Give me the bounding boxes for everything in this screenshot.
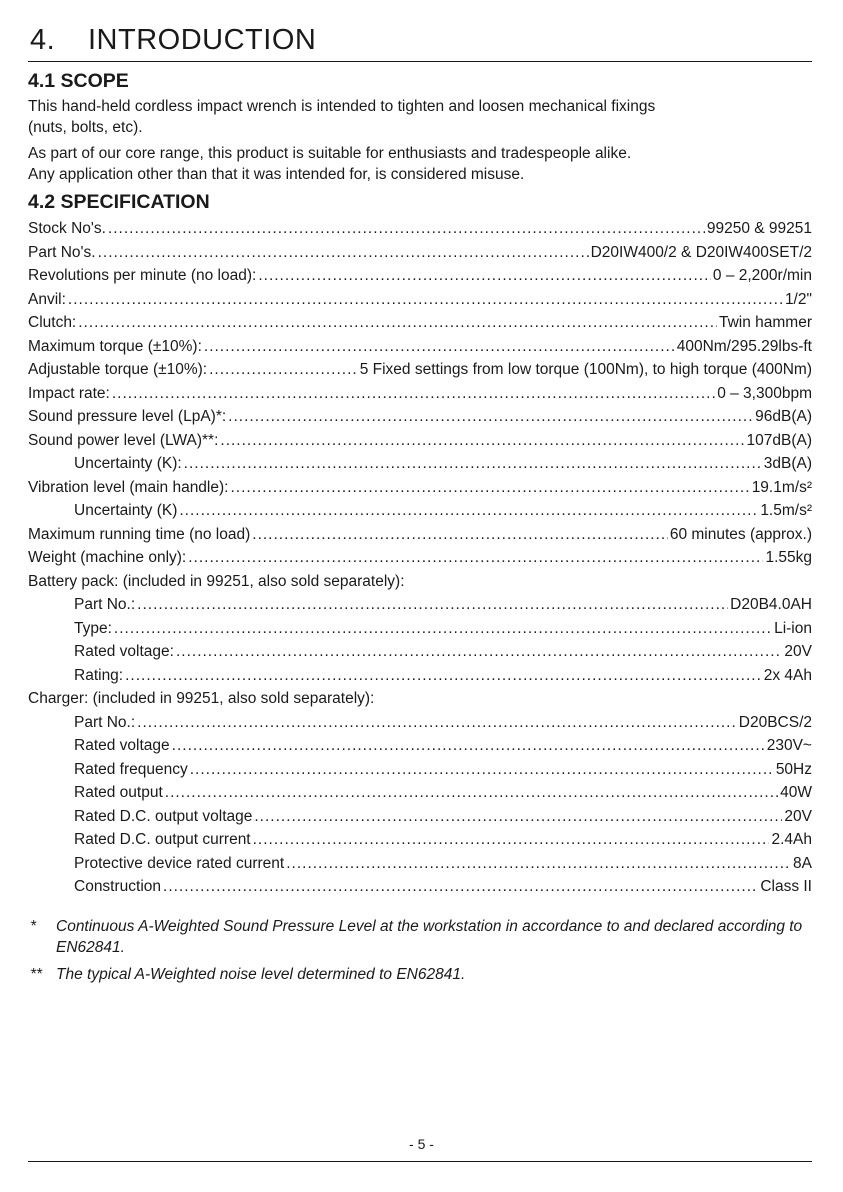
scope-heading: 4.1 SCOPE [28, 70, 129, 92]
leader-dots [114, 617, 772, 641]
page-number: - 5 - [409, 1136, 434, 1152]
spec-label: Battery pack: (included in 99251, also sold separately): [28, 572, 405, 590]
footer-rule [28, 1161, 812, 1162]
leader-dots [204, 335, 675, 359]
spec-row [28, 758, 812, 782]
spec-value: 2.4Ah [771, 831, 812, 848]
spec-row [28, 335, 812, 359]
scope-paragraph-2: As part of our core range, this product is suitable for enthusiasts and tradespeople alike. [28, 145, 632, 162]
specification-list [28, 217, 812, 899]
leader-dots [228, 405, 753, 429]
leader-dots [112, 382, 715, 406]
footnote-marker: * [30, 918, 37, 935]
spec-row [28, 311, 812, 335]
spec-label: Sound pressure level (LpA)*: [28, 408, 227, 425]
spec-row [28, 217, 812, 241]
scope-paragraph-1-line-2: (nuts, bolts, etc). [28, 119, 143, 136]
leader-dots [209, 358, 358, 382]
spec-label: Protective device rated current [74, 854, 285, 872]
spec-label: Charger: (included in 99251, also sold separately): [28, 690, 375, 707]
spec-value: 5 Fixed settings from low torque (100Nm), to high torque (400Nm) [359, 361, 812, 378]
leader-dots [137, 593, 728, 617]
spec-row [28, 452, 812, 476]
spec-value: 1/2" [784, 290, 812, 308]
spec-row [28, 382, 812, 406]
footnote-text: Continuous A-Weighted Sound Pressure Level at the workstation in accordance to and declared according to EN62841. [56, 918, 803, 956]
spec-row [28, 664, 812, 688]
spec-value: 2x 4Ah [763, 666, 812, 684]
scope-paragraph-1-line-1: This hand-held cordless impact wrench is intended to tighten and loosen mechanical fixings [28, 98, 656, 115]
spec-row [28, 476, 812, 500]
spec-row [28, 241, 812, 265]
section-title-text: INTRODUCTION [88, 24, 317, 56]
spec-value: D20BCS/2 [738, 713, 812, 731]
spec-label: Impact rate: [28, 384, 110, 402]
spec-label: Maximum torque (±10%): [28, 337, 202, 355]
spec-label: Rated output [74, 784, 163, 801]
spec-row [28, 358, 812, 382]
spec-label: Rated D.C. output current [74, 831, 251, 848]
spec-row [28, 288, 812, 312]
spec-group-heading [28, 570, 812, 594]
spec-value: Li-ion [774, 619, 812, 637]
leader-dots [172, 734, 765, 758]
footnote-marker: ** [30, 966, 43, 983]
spec-row [28, 852, 812, 876]
leader-dots [184, 452, 762, 476]
spec-label: Anvil: [28, 290, 66, 308]
spec-row [28, 264, 812, 288]
leader-dots [78, 311, 717, 335]
spec-row [28, 875, 812, 899]
spec-value: 50Hz [775, 760, 812, 778]
spec-value: 107dB(A) [746, 431, 812, 449]
spec-value: Twin hammer [718, 314, 812, 331]
spec-row [28, 546, 812, 570]
spec-value: 40W [780, 784, 812, 801]
scope-paragraph-1 [28, 96, 808, 138]
spec-row [28, 805, 812, 829]
leader-dots [98, 241, 589, 265]
spec-label: Vibration level (main handle): [28, 478, 229, 496]
spec-label: Type: [74, 619, 112, 637]
spec-row [28, 734, 812, 758]
spec-label: Part No's. [28, 243, 96, 261]
section-title [30, 22, 316, 58]
spec-row [28, 781, 812, 805]
spec-label: Sound power level (LWA)**: [28, 431, 219, 449]
spec-label: Uncertainty (K): [74, 455, 182, 472]
footnote [30, 964, 820, 985]
spec-label: Rated voltage: [74, 643, 174, 660]
spec-row [28, 711, 812, 735]
spec-group-heading [28, 687, 812, 711]
spec-label: Part No.: [74, 713, 136, 731]
spec-row [28, 828, 812, 852]
leader-dots [108, 217, 705, 241]
leader-dots [258, 264, 711, 288]
spec-value: 60 minutes (approx.) [669, 525, 812, 543]
spec-label: Rated voltage [74, 737, 170, 754]
leader-dots [125, 664, 762, 688]
spec-label: Clutch: [28, 314, 77, 331]
spec-label: Stock No's. [28, 220, 106, 237]
spec-value: 0 – 2,200r/min [712, 267, 812, 284]
spec-value: 20V [784, 807, 812, 825]
leader-dots [188, 546, 763, 570]
spec-label: Weight (machine only): [28, 549, 187, 566]
spec-label: Construction [74, 878, 162, 895]
leader-dots [253, 828, 770, 852]
spec-value: 96dB(A) [755, 408, 812, 425]
spec-label: Adjustable torque (±10%): [28, 361, 208, 378]
spec-value: 20V [784, 643, 812, 660]
spec-value: 19.1m/s² [751, 478, 812, 496]
spec-value: 1.5m/s² [760, 502, 812, 519]
leader-dots [137, 711, 737, 735]
spec-value: 8A [793, 854, 812, 872]
section-number: 4. [30, 24, 56, 56]
leader-dots [165, 781, 778, 805]
leader-dots [179, 499, 758, 523]
footnote [30, 916, 820, 958]
spec-value: 3dB(A) [763, 455, 812, 472]
spec-label: Part No.: [74, 596, 136, 613]
leader-dots [254, 805, 782, 829]
spec-row [28, 499, 812, 523]
spec-row [28, 405, 812, 429]
header-rule [28, 61, 812, 62]
spec-value: Class II [760, 878, 812, 895]
spec-row [28, 617, 812, 641]
leader-dots [220, 429, 744, 453]
spec-value: 1.55kg [765, 549, 812, 566]
spec-value: D20B4.0AH [730, 596, 812, 613]
footnote-text: The typical A-Weighted noise level determined to EN62841. [56, 966, 466, 983]
specification-heading: 4.2 SPECIFICATION [28, 191, 210, 213]
spec-value: D20IW400/2 & D20IW400SET/2 [590, 243, 812, 261]
spec-value: 99250 & 99251 [706, 220, 812, 237]
spec-row [28, 429, 812, 453]
spec-row [28, 640, 812, 664]
spec-row [28, 523, 812, 547]
spec-label: Rated frequency [74, 760, 188, 778]
leader-dots [252, 523, 668, 547]
leader-dots [163, 875, 758, 899]
footnotes [30, 916, 820, 991]
spec-label: Rating: [74, 666, 124, 684]
leader-dots [68, 288, 783, 312]
spec-value: 230V~ [766, 737, 812, 754]
scope-paragraph-3: Any application other than that it was intended for, is considered misuse. [28, 166, 525, 183]
spec-label: Uncertainty (K) [74, 502, 178, 519]
spec-label: Maximum running time (no load) [28, 525, 251, 543]
leader-dots [176, 640, 782, 664]
spec-value: 0 – 3,300bpm [717, 384, 812, 402]
spec-label: Revolutions per minute (no load): [28, 267, 257, 284]
leader-dots [190, 758, 774, 782]
leader-dots [286, 852, 791, 876]
spec-value: 400Nm/295.29lbs-ft [676, 337, 812, 355]
spec-label: Rated D.C. output voltage [74, 807, 253, 825]
spec-row [28, 593, 812, 617]
leader-dots [230, 476, 749, 500]
